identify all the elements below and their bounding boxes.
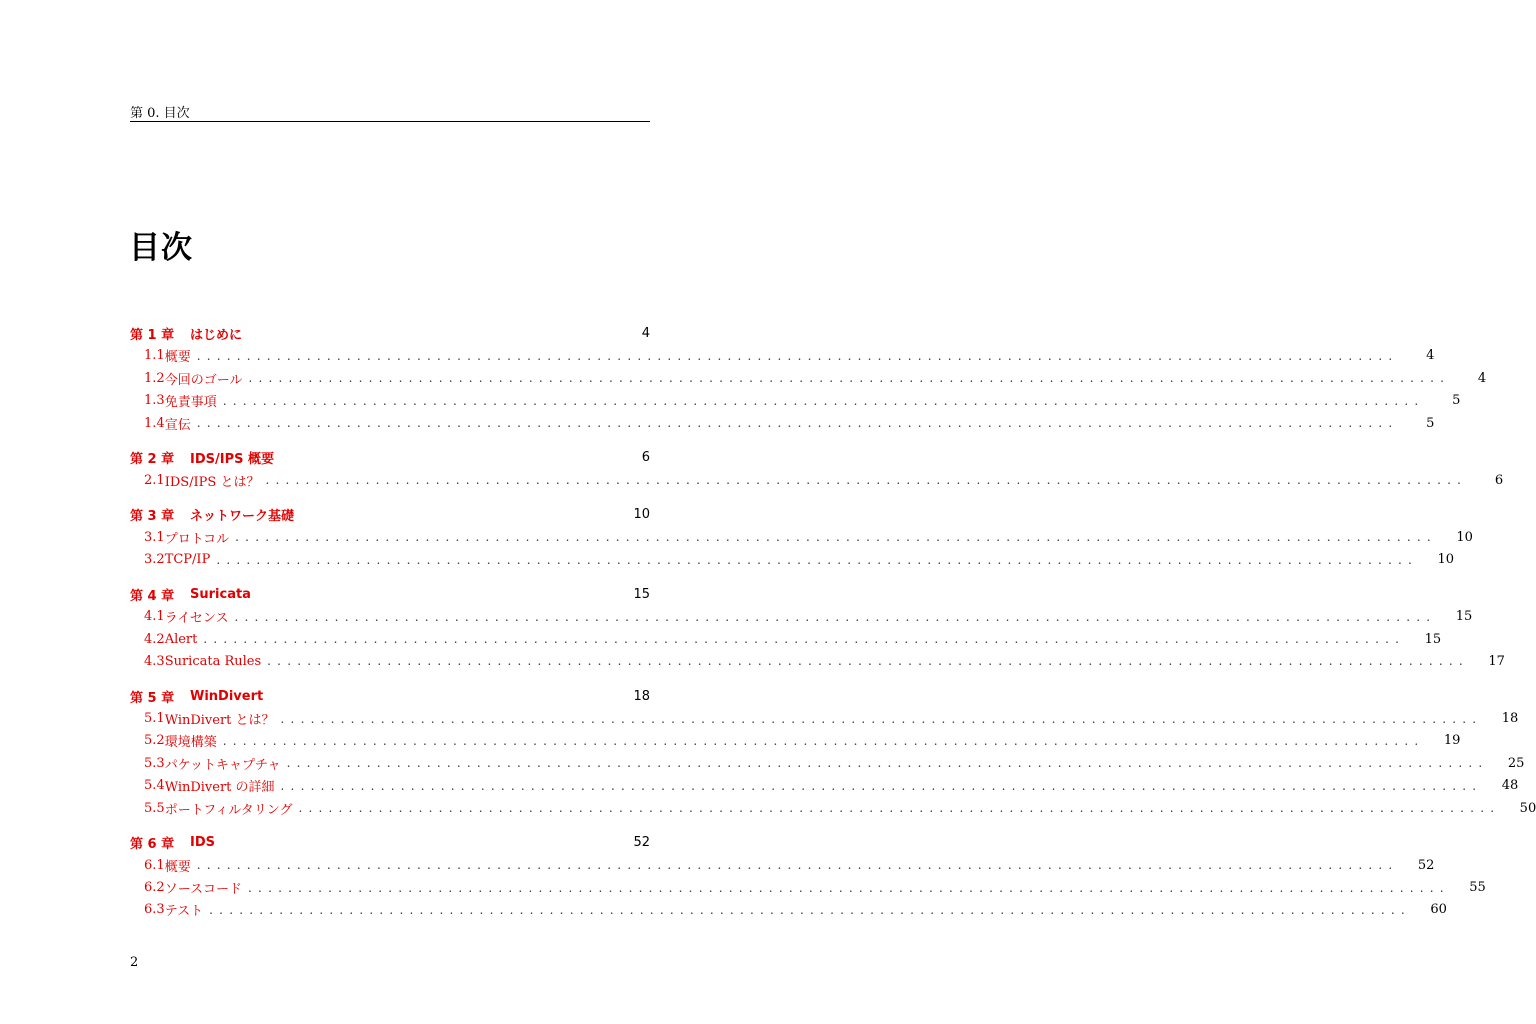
toc-chapter-block <box>130 685 1536 820</box>
toc-section-entry[interactable] <box>130 605 1473 627</box>
dot-leader: ........................................................................................................................ <box>222 393 1425 408</box>
toc-section-entry[interactable] <box>130 899 1447 921</box>
section-page-number: 5 <box>1452 393 1461 409</box>
section-title-link[interactable]: Suricata Rules <box>164 653 262 669</box>
section-page-number: 6 <box>1494 472 1504 488</box>
chapter-number: 第 1 章 <box>130 327 175 343</box>
toc-section-entry[interactable] <box>130 367 1487 389</box>
section-page-number: 10 <box>1437 552 1455 568</box>
section-title-link[interactable]: 概要 <box>164 350 191 366</box>
running-header: 第 0. 目次 <box>130 106 190 121</box>
section-page-number: 18 <box>1501 711 1519 727</box>
toc-section-entry[interactable] <box>130 775 1519 797</box>
section-title-link[interactable]: ライセンス <box>164 611 229 627</box>
toc-section-entry[interactable] <box>130 707 1519 729</box>
section-page-number: 52 <box>1417 857 1435 873</box>
chapter-title-link[interactable]: IDS <box>190 835 215 851</box>
dot-leader: ........................................................................................................................ <box>209 902 1411 917</box>
section-number-link[interactable]: 5.5 <box>144 800 165 816</box>
dot-leader: ........................................................................................................................ <box>196 348 1399 363</box>
section-number-link[interactable]: 3.2 <box>144 552 165 568</box>
dot-leader: ........................................................................................................................ <box>286 756 1489 771</box>
section-title-link[interactable]: パケットキャプチャ <box>164 757 281 773</box>
section-number-link[interactable]: 4.3 <box>144 653 165 669</box>
page-number: 2 <box>130 955 139 970</box>
toc-chapter-block <box>130 446 1504 491</box>
section-title-link[interactable]: テスト <box>164 904 204 920</box>
chapter-number: 第 5 章 <box>130 690 175 706</box>
section-number-link[interactable]: 5.3 <box>144 755 165 771</box>
toc-chapter-entry[interactable] <box>130 503 650 526</box>
toc-section-entry[interactable] <box>130 797 1536 819</box>
chapter-title-link[interactable]: Suricata <box>190 586 251 602</box>
section-number-link[interactable]: 6.3 <box>144 902 165 918</box>
section-number-link[interactable]: 1.1 <box>144 348 165 364</box>
dot-leader: ........................................................................................................................ <box>298 801 1501 816</box>
chapter-number: 第 4 章 <box>130 588 175 604</box>
chapter-title-link[interactable]: IDS/IPS 概要 <box>190 452 274 468</box>
section-page-number: 15 <box>1424 631 1442 647</box>
section-title-link[interactable]: WinDivert とは？ <box>164 713 275 729</box>
toc-section-entry[interactable] <box>130 412 1435 434</box>
dot-leader: ........................................................................................................................ <box>196 858 1399 873</box>
section-page-number: 15 <box>1455 609 1473 625</box>
toc-chapter-block <box>130 503 1473 570</box>
header-rule <box>130 121 650 122</box>
toc-section-entry[interactable] <box>130 752 1525 774</box>
chapter-page-number: 10 <box>633 507 650 523</box>
toc-section-entry[interactable] <box>130 628 1442 650</box>
chapter-page-number: 18 <box>633 688 650 704</box>
dot-leader: ........................................................................................................................ <box>265 473 1468 488</box>
toc-chapter-entry[interactable] <box>130 583 650 606</box>
dot-leader: ........................................................................................................................ <box>248 371 1451 386</box>
dot-leader: ........................................................................................................................ <box>222 733 1425 748</box>
section-number-link[interactable]: 4.2 <box>144 631 165 647</box>
toc-section-entry[interactable] <box>130 526 1473 548</box>
section-number-link[interactable]: 1.3 <box>144 393 165 409</box>
chapter-page-number: 4 <box>641 325 650 341</box>
section-number-link[interactable]: 5.2 <box>144 733 165 749</box>
toc-title: 目次 <box>129 230 193 266</box>
toc-section-entry[interactable] <box>130 730 1461 752</box>
section-title-link[interactable]: 概要 <box>164 859 191 875</box>
toc-section-entry[interactable] <box>130 389 1461 411</box>
chapter-title-link[interactable]: はじめに <box>190 327 243 343</box>
section-title-link[interactable]: 宣伝 <box>164 417 191 433</box>
toc-chapter-block <box>130 583 1505 673</box>
toc-section-entry[interactable] <box>130 345 1435 367</box>
toc-section-entry[interactable] <box>130 876 1486 898</box>
dot-leader: ........................................................................................................................ <box>280 778 1483 793</box>
section-title-link[interactable]: TCP/IP <box>164 552 211 568</box>
dot-leader: ........................................................................................................................ <box>235 530 1437 545</box>
section-number-link[interactable]: 3.1 <box>144 529 165 545</box>
chapter-title-link[interactable]: WinDivert <box>190 688 264 704</box>
section-page-number: 50 <box>1519 800 1536 816</box>
section-page-number: 48 <box>1501 778 1519 794</box>
section-number-link[interactable]: 1.2 <box>144 370 165 386</box>
dot-leader: ........................................................................................................................ <box>280 711 1483 726</box>
dot-leader: ........................................................................................................................ <box>234 609 1437 624</box>
section-page-number: 25 <box>1507 755 1525 771</box>
section-title-link[interactable]: Alert <box>164 631 198 647</box>
section-number-link[interactable]: 5.1 <box>144 711 165 727</box>
section-title-link[interactable]: 環境構築 <box>164 735 217 751</box>
toc-section-entry[interactable] <box>130 469 1504 491</box>
section-page-number: 10 <box>1456 529 1473 545</box>
chapter-number: 第 3 章 <box>130 509 175 525</box>
chapter-page-number: 52 <box>633 835 650 851</box>
section-number-link[interactable]: 1.4 <box>144 415 165 431</box>
section-title-link[interactable]: 免責事項 <box>164 395 217 411</box>
toc-chapter-entry[interactable] <box>130 685 650 708</box>
toc-section-entry[interactable] <box>130 854 1435 876</box>
section-title-link[interactable]: 今回のゴール <box>164 372 243 388</box>
section-number-link[interactable]: 4.1 <box>144 609 165 625</box>
section-page-number: 4 <box>1477 370 1487 386</box>
chapter-page-number: 15 <box>633 586 650 602</box>
toc-section-entry[interactable] <box>130 650 1505 672</box>
section-number-link[interactable]: 6.1 <box>144 857 165 873</box>
chapter-number: 第 2 章 <box>130 452 175 468</box>
section-number-link[interactable]: 5.4 <box>144 778 165 794</box>
toc-chapter-entry[interactable] <box>130 322 650 345</box>
dot-leader: ........................................................................................................................ <box>248 880 1450 895</box>
section-title-link[interactable]: IDS/IPS とは？ <box>164 474 260 490</box>
section-page-number: 55 <box>1469 880 1486 896</box>
section-number-link[interactable]: 6.2 <box>144 880 165 896</box>
section-number-link[interactable]: 2.1 <box>144 472 165 488</box>
dot-leader: ........................................................................................................................ <box>203 632 1406 647</box>
section-page-number: 19 <box>1443 733 1461 749</box>
section-page-number: 17 <box>1488 653 1505 669</box>
table-of-contents <box>130 322 1536 933</box>
dot-leader: ........................................................................................................................ <box>216 552 1419 567</box>
chapter-page-number: 6 <box>641 450 650 466</box>
toc-chapter-block <box>130 322 1487 434</box>
section-title-link[interactable]: ポートフィルタリング <box>164 802 293 818</box>
section-title-link[interactable]: プロトコル <box>164 531 230 547</box>
section-title-link[interactable]: ソースコード <box>164 882 243 898</box>
toc-section-entry[interactable] <box>130 548 1455 570</box>
section-title-link[interactable]: WinDivert の詳細 <box>164 780 275 796</box>
toc-chapter-entry[interactable] <box>130 831 650 854</box>
chapter-number: 第 6 章 <box>130 837 175 853</box>
section-page-number: 60 <box>1430 902 1447 918</box>
section-page-number: 4 <box>1426 348 1435 364</box>
toc-chapter-block <box>130 831 1486 921</box>
chapter-title-link[interactable]: ネットワーク基礎 <box>190 509 295 525</box>
section-page-number: 5 <box>1426 415 1435 431</box>
toc-chapter-entry[interactable] <box>130 446 650 469</box>
dot-leader: ........................................................................................................................ <box>196 416 1399 431</box>
dot-leader: ........................................................................................................................ <box>267 654 1469 669</box>
